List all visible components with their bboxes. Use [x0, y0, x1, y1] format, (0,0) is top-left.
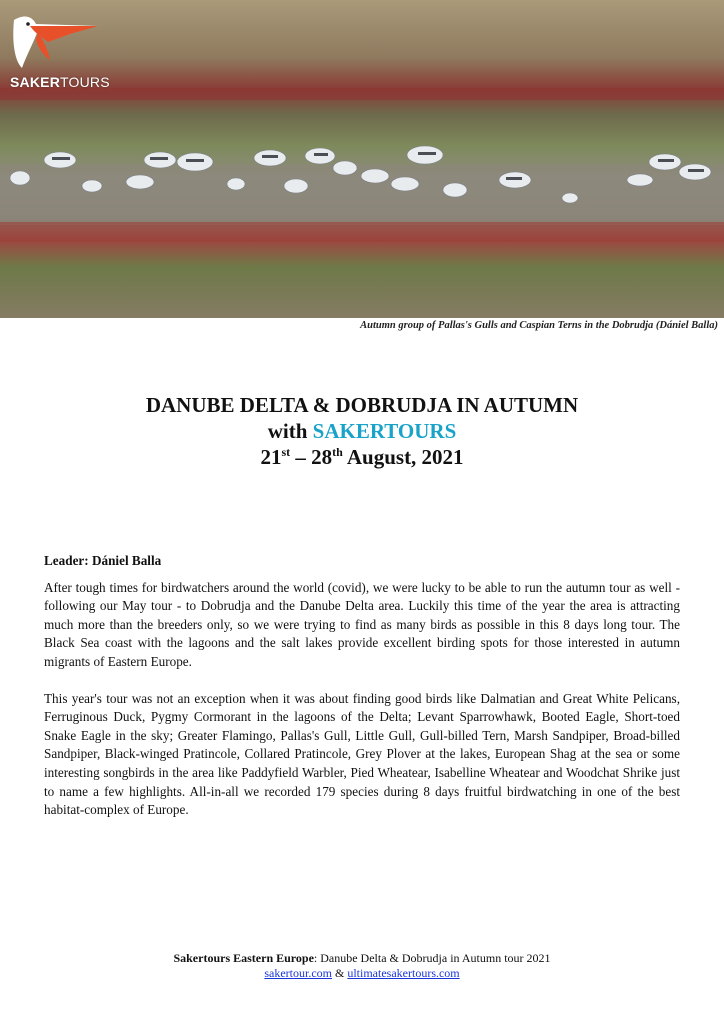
sakertour-link[interactable]: sakertour.com [264, 966, 332, 980]
gulls-photo-image [0, 0, 724, 318]
footer-amp: & [332, 966, 348, 980]
header-photo [0, 0, 724, 318]
page-footer [0, 951, 724, 981]
date-end: 28 [311, 445, 333, 469]
ultimatesakertours-link[interactable]: ultimatesakertours.com [347, 966, 460, 980]
footer-tour-name: : Danube Delta & Dobrudja in Autumn tour 2021 [313, 951, 551, 965]
saker-falcon-logo-icon [8, 12, 100, 72]
intro-paragraph: After tough times for birdwatchers around the world (covid), we were lucky to be able to run the autumn tour as well - following our May tour - to Dobrudja and the Danube Delta area. Luckily this time of the year the area is attracting much more than the breeders only, so we were trying to find as many birds as possible in this 8 days long tour. The Black Sea coast with the lagoons and the salt lakes provide excellent birding spots for those interested in autumn migrants of Eastern Europe. [44, 579, 680, 669]
logo-wordmark [10, 74, 110, 90]
footer-company: Sakertours Eastern Europe [173, 951, 314, 965]
date-end-suffix: th [332, 445, 343, 459]
photo-caption: Autumn group of Pallas's Gulls and Caspian Terns in the Dobrudja (Dániel Balla) [360, 320, 718, 331]
title-line2 [0, 418, 724, 444]
tour-title [0, 392, 724, 470]
footer-links [0, 966, 724, 981]
logo-brand-light: TOURS [60, 74, 110, 90]
date-rest: August, 2021 [342, 445, 464, 469]
title-brand: SAKERTOURS [312, 419, 457, 443]
date-dash: – [290, 445, 312, 469]
title-with: with [267, 419, 308, 443]
highlights-paragraph: This year's tour was not an exception when it was about finding good birds like Dalmatian and Great White Pelicans, Ferruginous Duck, Pygmy Cormorant in the lagoons of the Delta; Levant Sparrowhawk, Booted Eagle, Short-toed Snake Eagle in the sky; Greater Flamingo, Pallas's Gull, Little Gull, Gull-billed Tern, Marsh Sandpiper, Broad-billed Sandpiper, Black-winged Pratincole, Collared Pratincole, Grey Plover at the lakes, European Shag at the sea or some interesting songbirds in the area like Paddyfield Warbler, Pied Wheatear, Isabelline Wheatear and Woodchat Shrike just to name a few highlights. All-in-all we recorded 179 species during 8 days fruitful birdwatching in one of the best habitat-complex of Europe. [44, 690, 680, 818]
sakertours-logo [8, 12, 108, 92]
footer-line [0, 951, 724, 966]
title-line1: DANUBE DELTA & DOBRUDJA IN AUTUMN [145, 393, 579, 417]
tour-leader: Leader: Dániel Balla [44, 553, 162, 568]
date-start: 21 [260, 445, 282, 469]
date-start-suffix: st [281, 445, 291, 459]
logo-brand-bold: SAKER [10, 74, 61, 90]
report-body [44, 552, 680, 838]
title-dates [0, 444, 724, 470]
